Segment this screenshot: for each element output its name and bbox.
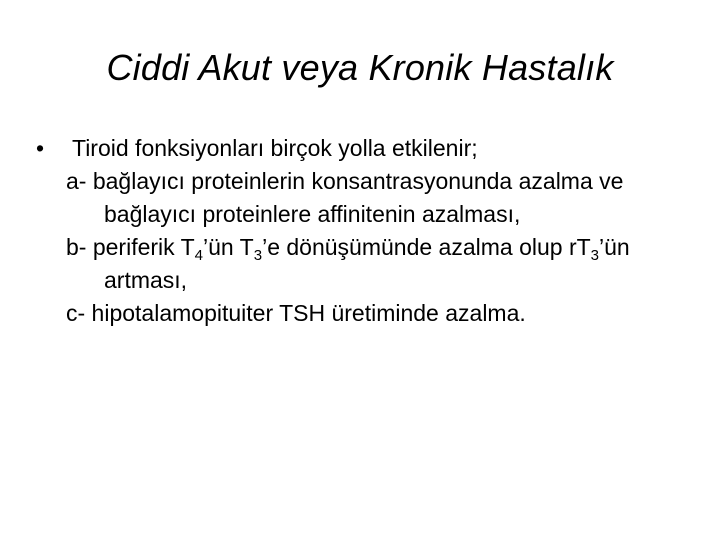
item-b-text-2: ’ün T — [203, 234, 254, 260]
list-item-c: c- hipotalamopituiter TSH üretiminde azalma. — [66, 300, 526, 326]
bullet-item — [36, 132, 696, 165]
subscript-3-rt3: 3 — [590, 247, 600, 264]
list-item-b — [36, 231, 696, 297]
item-b-text-1: b- periferik T — [66, 234, 195, 260]
slide-body — [36, 132, 696, 330]
bullet-text: Tiroid fonksiyonları birçok yolla etkilenir; — [72, 135, 478, 161]
item-b-text-4: ’ün artması, — [104, 234, 630, 293]
item-b-text-3: ’e dönüşümünde azalma olup rT — [262, 234, 591, 260]
subscript-4: 4 — [194, 247, 204, 264]
bullet-icon: • — [36, 135, 45, 161]
list-item-a: a- bağlayıcı proteinlerin konsantrasyonunda azalma ve bağlayıcı proteinlere affinitenin azalması, — [66, 168, 624, 227]
subscript-3: 3 — [253, 247, 263, 264]
slide-title: Ciddi Akut veya Kronik Hastalık — [106, 47, 614, 88]
